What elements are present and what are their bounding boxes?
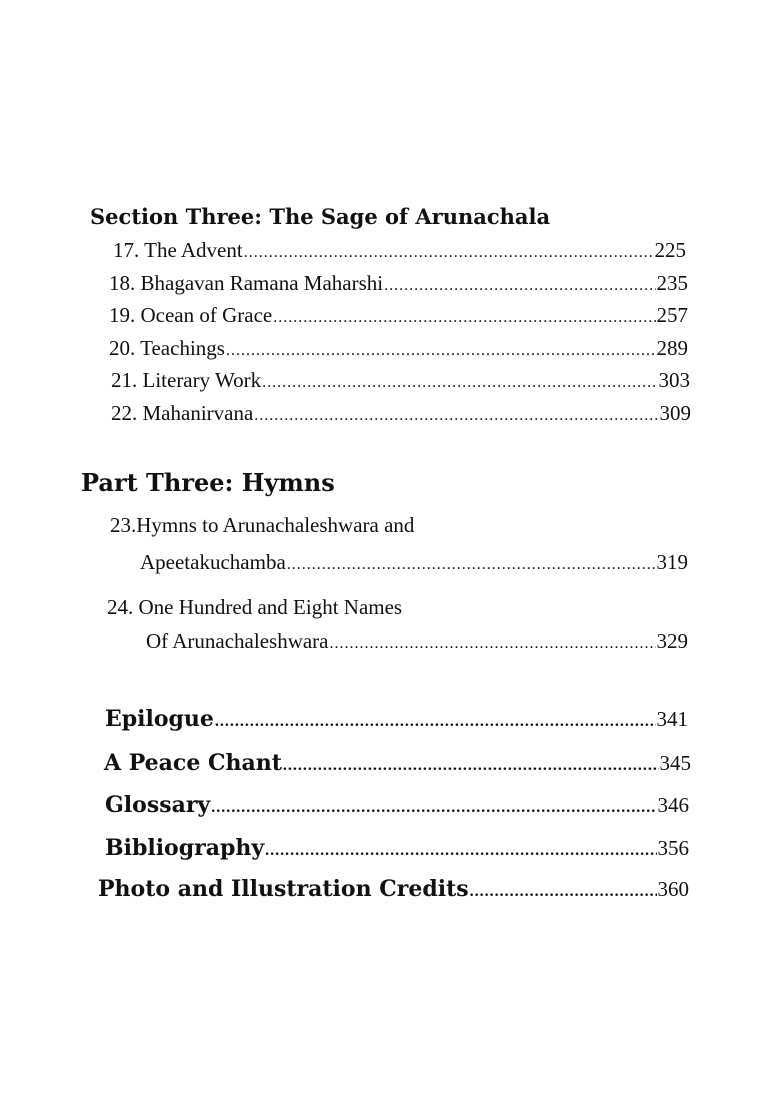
dot-leader	[254, 401, 658, 426]
dot-leader	[283, 750, 659, 776]
entry-title: Bibliography	[105, 835, 265, 861]
entry-title: 19. Ocean of Grace	[109, 303, 273, 327]
dot-leader	[215, 706, 656, 732]
toc-entry[interactable]	[140, 550, 688, 575]
entry-title: 21. Literary Work	[111, 368, 262, 392]
dot-leader	[244, 238, 654, 263]
entry-page: 319	[656, 550, 688, 574]
toc-entry-title-line[interactable]: 24. One Hundred and Eight Names	[107, 595, 403, 619]
toc-entry[interactable]	[109, 303, 688, 328]
entry-title: Photo and Illustration Credits	[98, 876, 469, 902]
entry-title: 20. Teachings	[109, 336, 225, 360]
part-three-heading: Part Three: Hymns	[81, 468, 335, 497]
entry-page: 289	[656, 336, 688, 360]
entry-title: A Peace Chant	[104, 750, 282, 776]
entry-page: 346	[657, 793, 689, 817]
dot-leader	[470, 876, 657, 902]
toc-entry-title-line[interactable]: 23.Hymns to Arunachaleshwara and	[110, 513, 415, 537]
section-three-heading: Section Three: The Sage of Arunachala	[90, 204, 551, 229]
entry-page: 360	[657, 877, 689, 901]
entry-page: 235	[656, 271, 688, 295]
entry-page: 345	[659, 751, 691, 775]
dot-leader	[265, 835, 656, 861]
entry-title: 17. The Advent	[113, 238, 243, 262]
entry-title: Of Arunachaleshwara	[146, 629, 329, 653]
entry-page: 356	[657, 836, 689, 860]
entry-title: Apeetakuchamba	[140, 550, 286, 574]
entry-page: 309	[659, 401, 691, 425]
entry-title: Glossary	[105, 792, 211, 818]
toc-entry[interactable]	[109, 271, 688, 296]
dot-leader	[273, 303, 655, 328]
dot-leader	[211, 792, 656, 818]
toc-entry-glossary[interactable]	[105, 792, 689, 818]
entry-title: 18. Bhagavan Ramana Maharshi	[109, 271, 384, 295]
toc-entry-bibliography[interactable]	[105, 835, 689, 861]
dot-leader	[226, 336, 656, 361]
toc-entry[interactable]	[109, 336, 688, 361]
entry-title: 22. Mahanirvana	[111, 401, 254, 425]
toc-entry[interactable]	[146, 629, 688, 654]
toc-entry[interactable]	[111, 368, 690, 393]
dot-leader	[330, 629, 656, 654]
entry-page: 225	[654, 238, 686, 262]
dot-leader	[262, 368, 657, 393]
dot-leader	[384, 271, 655, 296]
entry-page: 329	[656, 629, 688, 653]
entry-page: 303	[658, 368, 690, 392]
dot-leader	[287, 550, 656, 575]
toc-entry-peace-chant[interactable]	[104, 750, 691, 776]
entry-title: Epilogue	[105, 706, 214, 732]
toc-entry[interactable]	[113, 238, 686, 263]
toc-entry[interactable]	[111, 401, 691, 426]
toc-entry-credits[interactable]	[98, 876, 689, 902]
entry-page: 257	[656, 303, 688, 327]
entry-page: 341	[656, 707, 688, 731]
toc-entry-epilogue[interactable]	[105, 706, 688, 732]
